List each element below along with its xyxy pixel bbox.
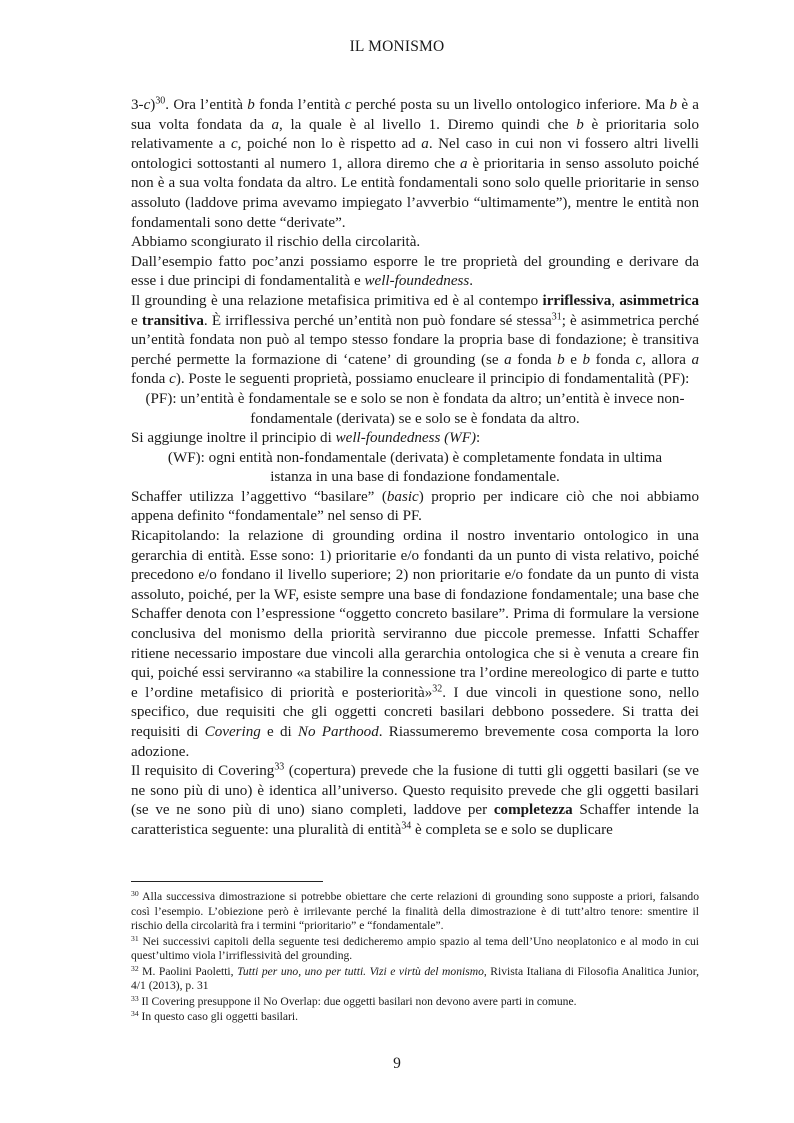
footnotes	[131, 890, 699, 1026]
footnote-30: $^{30}$ Alla successiva dimostrazione si potrebbe obiettare che certe relazioni di grounding sono supposte a priori, falsando così l’esempio. L’obiezione però è irrilevante perché la finalità della dimostrazione è di tutt’altro tenore: smentire il rischio della circolarità fra i termini “prioritario” e “fondamentale”.	[131, 888, 699, 932]
footnote-ref-33[interactable]: 33	[274, 761, 285, 773]
wf-definition: (WF): ogni entità non-fondamentale (derivata) è completamente fondata in ultima istanza in una base di fondazione fondamentale.	[167, 449, 663, 486]
paragraph-7: Ricapitolando: la relazione di grounding ordina il nostro inventario ontologico in una gerarchia di entità. Esse sono: 1) prioritarie e/o fondanti da un punto di vista relativo, poiché precedono e/o fondano il livello superiore; 2) non prioritarie e/o fondate da un punto di vista assoluto, poiché, per la WF, esiste sempre una base di fondazione fondamentale; una base che Schaffer denota con l’espressione “oggetto concreto basilare”. Prima di formulare la versione conclusiva del monismo della priorità serviranno due piccole premesse. Infatti Schaffer ritiene necessario impostare due vincoli alla gerarchia ontologica che si è venuta a creare fin qui, poiché essi serviranno «a stabilire la connessione tra l’ordine mereologico di parte e tutto e l’ordine metafisico di priorità e posteriorità»$^{32}$. I due vincoli in questione sono, nello specifico, due requisiti che gli oggetti concreti basilari debbono possedere. Si tratta dei requisiti di Covering e di No Parthood. Riassumeremo brevemente cosa comporta la loro adozione.	[131, 528, 700, 760]
footnote-ref-30[interactable]: 30	[155, 95, 166, 107]
footnote-ref-34[interactable]: 34	[401, 820, 412, 832]
footnote-ref-31[interactable]: 31	[551, 311, 562, 323]
footnote-divider	[131, 881, 323, 882]
paragraph-1: 3-c)$^{30}$. Ora l’entità b fonda l’entità c perché posta su un livello ontologico inferiore. Ma b è a sua volta fondata da a, la quale è al livello 1. Diremo quindi che b è prioritaria solo relativamente a c, poiché non lo è rispetto ad a. Nel caso in cui non vi fossero altri livelli ontologici sottostanti al numero 1, allora diremo che a è prioritaria in senso assoluto poiché non è a sua volta fondata da altro. Le entità fondamentali sono solo quelle prioritarie in senso assoluto (laddove prima avevamo impiegato l’avverbio “ultimamente”), mentre le entità non fondamentali sono dette “derivate”.	[131, 95, 700, 231]
footnote-33: $^{33}$ Il Covering presuppone il No Overlap: due oggetti basilari non devono avere parti in comune.	[131, 993, 577, 1008]
body-text	[131, 96, 699, 841]
paragraph-2: Abbiamo scongiurato il rischio della circolarità.	[131, 234, 421, 251]
paragraph-5: Si aggiunge inoltre il principio di well-foundedness (WF):	[131, 430, 481, 447]
paragraph-8: Il requisito di Covering$^{33}$ (copertura) prevede che la fusione di tutti gli oggetti basilari (se ve ne sono più di uno) è identica all’universo. Questo requisito prevede che gli oggetti basilari (se ve ne sono più di uno) siano completi, laddove per completezza Schaffer intende la caratteristica seguente: una pluralità di entità$^{34}$ è completa se e solo se duplicare	[131, 761, 699, 838]
footnote-ref-32[interactable]: 32	[432, 683, 443, 695]
page-number: 9	[393, 1055, 401, 1072]
paragraph-6: Schaffer utilizza l’aggettivo “basilare” (basic) proprio per indicare ciò che noi abbiamo appena definito “fondamentale” nel senso di PF.	[131, 488, 699, 525]
footnote-31: $^{31}$ Nei successivi capitoli della seguente tesi dedicheremo ampio spazio al tema dell’Uno neoplatonico e al modo in cui quest’ultimo viola l’irriflessività del grounding.	[131, 933, 699, 962]
paragraph-4: Il grounding è una relazione metafisica primitiva ed è al contempo irriflessiva, asimmetrica e transitiva. È irriflessiva perché un’entità non può fondare sé stessa$^{31}$; è asimmetrica perché un’entità fondata non può al tempo stesso fondare la propria base di fondazione; è transitiva perché permette la formazione di ‘catene’ di grounding (se a fonda b e b fonda c, allora a fonda c). Poste le seguenti proprietà, possiamo enucleare il principio di fondamentalità (PF):	[131, 292, 700, 388]
pf-definition: (PF): un’entità è fondamentale se e solo se non è fondata da altro; un’entità è invece non-fondamentale (derivata) se e solo se è fondata da altro.	[145, 390, 685, 427]
running-header: IL MONISMO	[349, 38, 445, 55]
footnote-32: $^{32}$ M. Paolini Paoletti, Tutti per uno, uno per tutti. Vizi e virtù del monismo, Rivista Italiana di Filosofia Analitica Junior, 4/1 (2013), p. 31	[131, 963, 699, 992]
footnote-34: $^{34}$ In questo caso gli oggetti basilari.	[131, 1008, 299, 1023]
paragraph-3: Dall’esempio fatto poc’anzi possiamo esporre le tre proprietà del grounding e derivare da esse i due principi di fondamentalità e well-foundedness.	[131, 253, 699, 290]
